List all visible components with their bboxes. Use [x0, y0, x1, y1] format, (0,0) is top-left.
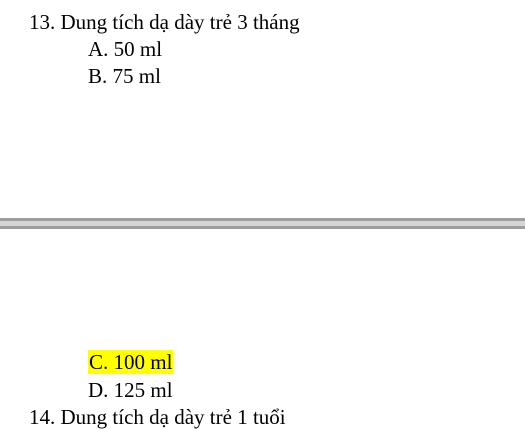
question-13-text: 13. Dung tích dạ dày trẻ 3 tháng: [29, 10, 300, 34]
option-c: [88, 350, 173, 374]
option-d: D. 125 ml: [88, 378, 173, 402]
option-c-highlighted-answer: C. 100 ml: [89, 350, 173, 374]
page-break-separator: [0, 218, 525, 229]
option-b: B. 75 ml: [88, 64, 161, 88]
document-page-bottom: [0, 229, 525, 429]
question-14-text: 14. Dung tích dạ dày trẻ 1 tuổi: [29, 405, 286, 429]
option-a: A. 50 ml: [88, 37, 163, 61]
